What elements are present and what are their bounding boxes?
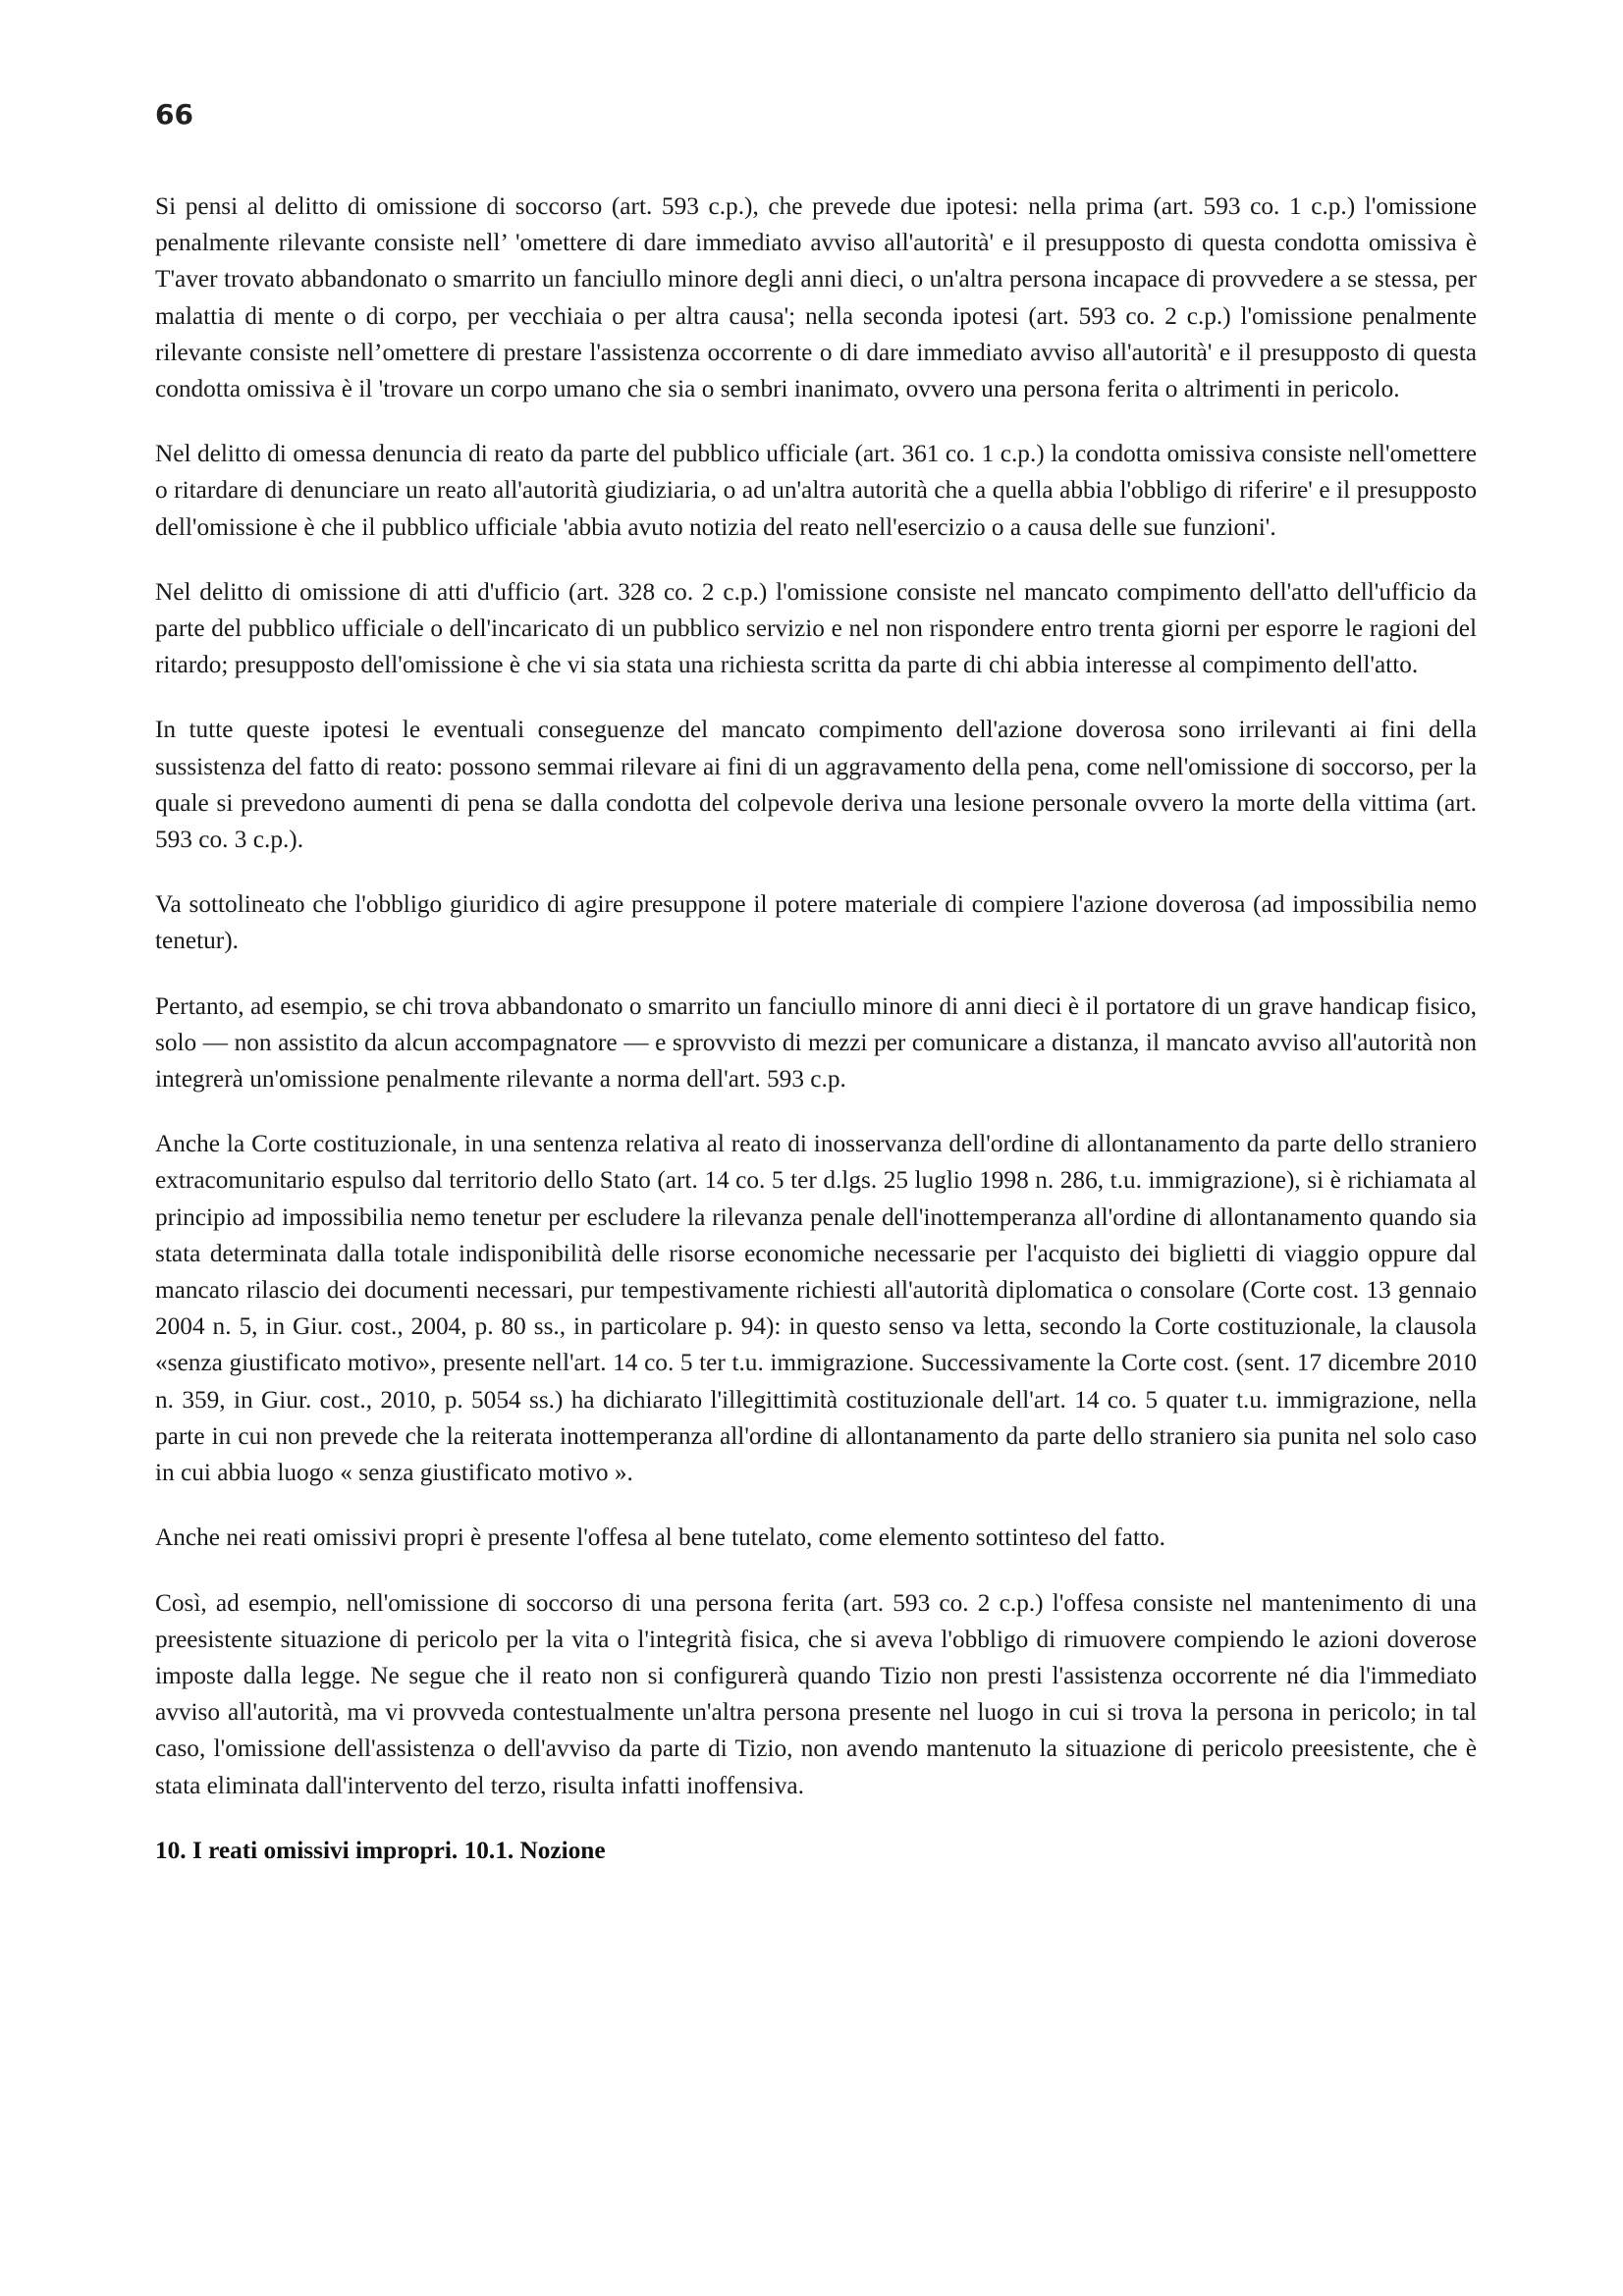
paragraph-esempio-persona-ferita: Così, ad esempio, nell'omissione di soccorso di una persona ferita (art. 593 co. 2 c.p.) l'offesa consiste nel mantenimento di una preesistente situazione di pericolo per la vita o l'integrità fisica, che si aveva l'obbligo di rimuovere compiendo le azioni doverose imposte dalla legge. Ne segue che il reato non si configurerà quando Tizio non presti l'assistenza occorrente né dia l'immediato avviso all'autorità, ma vi provveda contestualmente un'altra persona presente nel luogo in cui si trova la persona in pericolo; in tal caso, l'omissione dell'assistenza o dell'avviso da parte di Tizio, non avendo mantenuto la situazione di pericolo preesistente, che è stata eliminata dall'intervento del terzo, risulta infatti inoffensiva. — [155, 1588, 1477, 1799]
paragraph-omessa-denuncia: Nel delitto di omessa denuncia di reato da parte del pubblico ufficiale (art. 361 co. 1 c.p.) la condotta omissiva consiste nell'omettere o ritardare di denunciare un reato all'autorità giudiziaria, o ad un'altra autorità che a quella abbia l'obbligo di riferire' e il presupposto dell'omissione è che il pubblico ufficiale 'abbia avuto notizia del reato nell'esercizio o a causa delle sue funzioni'. — [155, 440, 1477, 541]
paragraph-conseguenze-irrilevanti: In tutte queste ipotesi le eventuali conseguenze del mancato compimento dell'azione doverosa sono irrilevanti ai fini della sussistenza del fatto di reato: possono semmai rilevare ai fini di un aggravamento della pena, come nell'omissione di soccorso, per la quale si prevedono aumenti di pena se dalla condotta del colpevole deriva una lesione personale ovvero la morte della vittima (art. 593 co. 3 c.p.). — [155, 716, 1477, 854]
paragraph-esempio-handicap: Pertanto, ad esempio, se chi trova abbandonato o smarrito un fanciullo minore di anni dieci è il portatore di un grave handicap fisico, solo — non assistito da alcun accompagnatore — e sprovvisto di mezzi per comunicare a distanza, il mancato avviso all'autorità non integrerà un'omissione penalmente rilevante a norma dell'art. 593 c.p. — [155, 991, 1477, 1094]
paragraph-offesa-bene-tutelato: Anche nei reati omissivi propri è presente l'offesa al bene tutelato, come elemento sottinteso del fatto. — [155, 1523, 1165, 1552]
paragraph-potere-materiale: Va sottolineato che l'obbligo giuridico di agire presuppone il potere materiale di compiere l'azione doverosa (ad impossibilia nemo tenetur). — [155, 890, 1477, 955]
section-heading: 10. I reati omissivi impropri. 10.1. Nozione — [155, 1836, 606, 1864]
paragraph-omissione-atti-ufficio: Nel delitto di omissione di atti d'ufficio (art. 328 co. 2 c.p.) l'omissione consiste nel mancato compimento dell'atto dell'ufficio da parte del pubblico ufficiale o dell'incaricato di un pubblico servizio e nel non rispondere entro trenta giorni per esporre le ragioni del ritardo; presupposto dell'omissione è che vi sia stata una richiesta scritta da parte di chi abbia interesse al compimento dell'atto. — [155, 577, 1477, 679]
body-text — [155, 188, 1477, 1869]
paragraph-corte-costituzionale: Anche la Corte costituzionale, in una sentenza relativa al reato di inosservanza dell'ordine di allontanamento da parte dello straniero extracomunitario espulso dal territorio dello Stato (art. 14 co. 5 ter d.lgs. 25 luglio 1998 n. 286, t.u. immigrazione), si è richiamata al principio ad impossibilia nemo tenetur per escludere la rilevanza penale dell'inottemperanza all'ordine di allontanamento quando sia stata determinata dalla totale indisponibilità delle risorse economiche necessarie per l'acquisto dei biglietti di viaggio oppure dal mancato rilascio dei documenti necessari, pur tempestivamente richiesti all'autorità diplomatica o consolare (Corte cost. 13 gennaio 2004 n. 5, in Giur. cost., 2004, p. 80 ss., in particolare p. 94): in questo senso va letta, secondo la Corte costituzionale, la clausola «senza giustificato motivo», presente nell'art. 14 co. 5 ter t.u. immigrazione. Successivamente la Corte cost. (sent. 17 dicembre 2010 n. 359, in Giur. cost., 2010, p. 5054 ss.) ha dichiarato l'illegittimità costituzionale dell'art. 14 co. 5 quater t.u. immigrazione, nella parte in cui non prevede che la reiterata inottemperanza all'ordine di allontanamento da parte dello straniero sia punita nel solo caso in cui abbia luogo « senza giustificato motivo ». — [155, 1130, 1477, 1487]
page-number: 66 — [155, 98, 193, 131]
paragraph-omissione-soccorso: Si pensi al delitto di omissione di soccorso (art. 593 c.p.), che prevede due ipotesi: nella prima (art. 593 co. 1 c.p.) l'omissione penalmente rilevante consiste nell’ 'omettere di dare immediato avviso all'autorità' e il presupposto di questa condotta omissiva è T'aver trovato abbandonato o smarrito un fanciullo minore degli anni dieci, o un'altra persona incapace di provvedere a se stessa, per malattia di mente o di corpo, per vecchiaia o per altra causa'; nella seconda ipotesi (art. 593 co. 2 c.p.) l'omissione penalmente rilevante consiste nell’omettere di prestare l'assistenza occorrente o di dare immediato avviso all'autorità' e il presupposto di questa condotta omissiva è il 'trovare un corpo umano che sia o sembri inanimato, ovvero una persona ferita o altrimenti in pericolo. — [155, 192, 1477, 403]
